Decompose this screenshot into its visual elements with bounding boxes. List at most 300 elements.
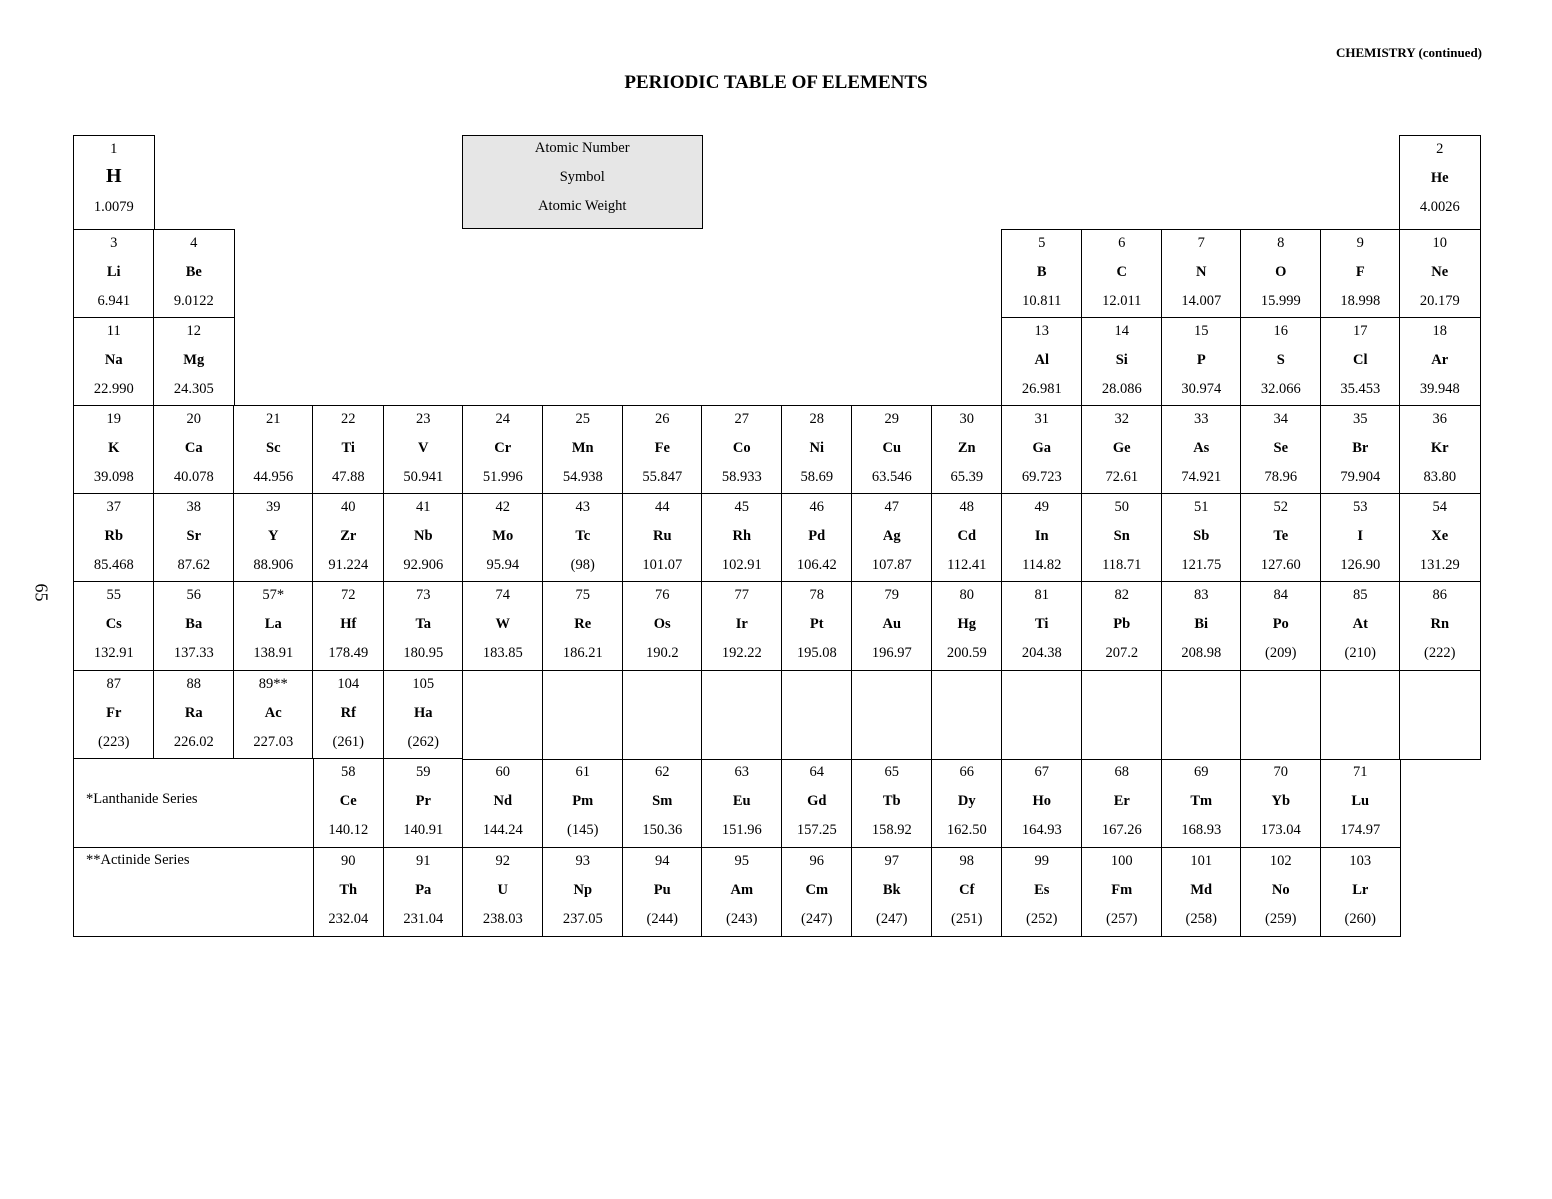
atomic-number: 98 [959,853,974,869]
atomic-number: 17 [1353,323,1368,339]
atomic-number: 92 [495,853,510,869]
atomic-weight: 164.93 [1021,822,1062,838]
atomic-weight: 6.941 [97,293,131,309]
element-cell-pa [383,847,464,937]
empty-cell [622,670,703,760]
element-symbol: Ti [341,440,355,456]
atomic-weight: 168.93 [1181,822,1222,838]
element-symbol: Li [106,264,121,280]
element-symbol: Sc [266,440,281,456]
element-cell-cs [73,581,155,672]
element-symbol: Zr [340,528,357,544]
element-cell-rh [701,493,783,583]
element-symbol: In [1034,528,1049,544]
atomic-weight: 158.92 [871,822,912,838]
atomic-weight: 150.36 [642,822,683,838]
atomic-weight: 69.723 [1021,469,1062,485]
atomic-number: 1 [110,141,118,157]
element-cell-zn [931,405,1003,495]
element-cell-rf [312,670,385,760]
element-cell-gd [781,758,853,849]
element-cell-b [1001,229,1083,319]
atomic-weight: 112.41 [947,557,987,573]
atomic-number: 7 [1197,235,1205,251]
element-symbol: Ru [652,528,672,544]
atomic-number: 84 [1273,587,1288,603]
empty-cell [1320,670,1401,760]
element-cell-cm [781,847,853,937]
element-cell-p [1161,317,1242,407]
element-cell-sm [622,758,703,849]
element-symbol: Cf [959,882,975,898]
element-symbol: H [105,165,122,187]
element-cell-u [462,847,544,937]
atomic-weight: 88.906 [253,557,294,573]
element-cell-pu [622,847,703,937]
element-symbol: Hf [340,616,357,632]
atomic-weight: (222) [1424,645,1456,661]
atomic-weight: (259) [1265,911,1297,927]
atomic-weight: (262) [407,734,439,750]
atomic-number: 20 [186,411,201,427]
element-symbol: Ce [339,793,357,809]
element-symbol: Al [1034,352,1049,368]
element-cell-ho [1001,758,1083,849]
empty-cell [931,670,1003,760]
element-symbol: Np [573,882,593,898]
atomic-weight: 35.453 [1340,381,1381,397]
atomic-number: 16 [1273,323,1288,339]
element-symbol: Cs [105,616,122,632]
element-symbol: Cr [494,440,512,456]
atomic-number: 86 [1432,587,1447,603]
atomic-number: 37 [106,499,121,515]
atomic-number: 57* [262,587,285,603]
atomic-weight: 186.21 [562,645,603,661]
atomic-weight: 167.26 [1101,822,1142,838]
page-title: PERIODIC TABLE OF ELEMENTS [624,72,928,93]
element-symbol: Bk [882,882,901,898]
atomic-number: 21 [266,411,281,427]
legend-key [462,135,703,229]
atomic-weight: 204.38 [1021,645,1062,661]
atomic-number: 39 [266,499,281,515]
element-cell-no [1240,847,1322,937]
atomic-number: 102 [1269,853,1292,869]
element-cell-be [153,229,235,319]
atomic-weight: (247) [876,911,908,927]
atomic-weight: (260) [1344,911,1376,927]
element-symbol: Es [1034,882,1050,898]
element-cell-pm [542,758,624,849]
element-symbol: Pm [572,793,594,809]
atomic-weight: 87.62 [177,557,211,573]
element-cell-mn [542,405,624,495]
element-cell-cd [931,493,1003,583]
element-cell-tc [542,493,624,583]
element-symbol: Ho [1032,793,1052,809]
element-cell-i [1320,493,1401,583]
atomic-number: 67 [1034,764,1049,780]
element-cell-as [1161,405,1242,495]
element-cell-os [622,581,703,672]
element-symbol: Yb [1271,793,1291,809]
atomic-weight: 178.49 [328,645,369,661]
legend-atomic-weight: Atomic Weight [538,198,627,214]
atomic-weight: 226.02 [173,734,214,750]
element-symbol: Pa [415,882,432,898]
page-header: CHEMISTRY (continued) [1335,45,1482,60]
element-cell-lr [1320,847,1401,937]
empty-cell [1161,670,1242,760]
atomic-weight: 51.996 [482,469,523,485]
atomic-weight: 50.941 [403,469,444,485]
atomic-weight: 106.42 [796,557,837,573]
atomic-number: 14 [1114,323,1129,339]
element-symbol: F [1355,264,1365,280]
element-cell-k [73,405,155,495]
element-cell-ru [622,493,703,583]
atomic-number: 53 [1353,499,1368,515]
element-symbol: Ag [882,528,901,544]
atomic-weight: 65.39 [950,469,984,485]
atomic-weight: 47.88 [331,469,365,485]
element-cell-he [1399,135,1481,231]
atomic-weight: (247) [801,911,833,927]
atomic-number: 64 [809,764,824,780]
element-symbol: Ra [184,705,203,721]
element-cell-tb [851,758,933,849]
element-symbol: Br [1352,440,1369,456]
element-symbol: Hg [957,616,977,632]
element-cell-co [701,405,783,495]
atomic-number: 69 [1194,764,1209,780]
atomic-number: 31 [1034,411,1049,427]
element-cell-nb [383,493,464,583]
element-symbol: Gd [807,793,827,809]
element-cell-po [1240,581,1322,672]
element-cell-md [1161,847,1242,937]
atomic-weight: 32.066 [1260,381,1301,397]
atomic-number: 104 [337,676,360,692]
atomic-number: 51 [1194,499,1209,515]
atomic-weight: 58.933 [721,469,762,485]
atomic-weight: 132.91 [93,645,134,661]
element-symbol: Sr [186,528,201,544]
element-cell-ni [781,405,853,495]
element-cell-br [1320,405,1401,495]
element-symbol: Se [1273,440,1288,456]
element-cell-mg [153,317,235,407]
atomic-weight: 151.96 [721,822,762,838]
element-cell-cu [851,405,933,495]
element-symbol: Tb [882,793,901,809]
element-symbol: Ca [184,440,203,456]
atomic-number: 75 [575,587,590,603]
element-symbol: Cm [805,882,829,898]
element-symbol: Y [268,528,279,544]
atomic-number: 90 [341,853,356,869]
atomic-weight: 114.82 [1022,557,1062,573]
element-cell-fr [73,670,155,760]
element-cell-cr [462,405,544,495]
element-symbol: Fm [1111,882,1133,898]
element-cell-la [233,581,314,672]
element-symbol: O [1275,264,1287,280]
atomic-weight: (145) [567,822,599,838]
atomic-number: 76 [655,587,670,603]
atomic-number: 9 [1356,235,1364,251]
element-cell-pr [383,758,464,849]
element-symbol: Pt [809,616,824,632]
element-symbol: Fe [654,440,670,456]
empty-cell [781,670,853,760]
element-cell-lu [1320,758,1401,849]
atomic-weight: 78.96 [1264,469,1298,485]
atomic-weight: 200.59 [946,645,987,661]
atomic-weight: 85.468 [93,557,134,573]
element-symbol: Au [882,616,902,632]
atomic-weight: 95.94 [486,557,520,573]
atomic-weight: 9.0122 [173,293,214,309]
atomic-number: 73 [416,587,431,603]
element-cell-pb [1081,581,1163,672]
element-symbol: Th [339,882,358,898]
atomic-weight: 101.07 [642,557,683,573]
atomic-number: 3 [110,235,118,251]
atomic-number: 23 [416,411,431,427]
element-symbol: Dy [957,793,976,809]
legend-symbol: Symbol [559,169,605,185]
element-symbol: Ha [413,705,433,721]
element-symbol: Ar [1431,352,1449,368]
element-cell-at [1320,581,1401,672]
element-symbol: Xe [1431,528,1449,544]
element-symbol: Mg [183,352,205,368]
atomic-weight: 237.05 [562,911,603,927]
element-cell-eu [701,758,783,849]
atomic-number: 100 [1110,853,1133,869]
element-cell-ir [701,581,783,672]
atomic-number: 46 [809,499,824,515]
element-cell-ag [851,493,933,583]
atomic-number: 36 [1432,411,1447,427]
atomic-weight: (210) [1344,645,1376,661]
atomic-number: 50 [1114,499,1129,515]
atomic-weight: 24.305 [173,381,214,397]
element-symbol: Sb [1193,528,1210,544]
atomic-weight: 207.2 [1105,645,1139,661]
atomic-weight: 127.60 [1260,557,1301,573]
atomic-number: 47 [884,499,899,515]
element-cell-sn [1081,493,1163,583]
atomic-number: 44 [655,499,670,515]
element-cell-s [1240,317,1322,407]
atomic-number: 101 [1190,853,1213,869]
atomic-number: 87 [106,676,121,692]
atomic-number: 22 [341,411,356,427]
empty-cell [1081,670,1163,760]
legend-atomic-number: Atomic Number [534,140,630,156]
atomic-number: 30 [959,411,974,427]
atomic-weight: 63.546 [871,469,912,485]
atomic-number: 8 [1277,235,1285,251]
element-symbol: Ir [735,616,748,632]
atomic-weight: 26.981 [1021,381,1062,397]
atomic-weight: 238.03 [482,911,523,927]
atomic-number: 68 [1114,764,1129,780]
element-cell-al [1001,317,1083,407]
atomic-number: 11 [106,323,121,339]
atomic-weight: 183.85 [482,645,523,661]
atomic-weight: 174.97 [1340,822,1381,838]
atomic-number: 32 [1114,411,1129,427]
element-symbol: Cl [1353,352,1368,368]
atomic-number: 56 [186,587,201,603]
element-cell-pt [781,581,853,672]
atomic-number: 85 [1353,587,1368,603]
atomic-weight: 79.904 [1340,469,1381,485]
atomic-number: 81 [1034,587,1049,603]
atomic-number: 89** [258,676,288,692]
atomic-weight: 196.97 [871,645,912,661]
element-symbol: Sm [652,793,673,809]
atomic-number: 26 [655,411,670,427]
element-symbol: Rb [104,528,124,544]
element-symbol: Ba [185,616,203,632]
atomic-number: 82 [1114,587,1129,603]
atomic-weight: (261) [332,734,364,750]
element-symbol: Cd [957,528,977,544]
element-symbol: Cu [882,440,902,456]
element-cell-ar [1399,317,1481,407]
element-symbol: Ga [1032,440,1052,456]
atomic-number: 60 [495,764,510,780]
element-cell-cl [1320,317,1401,407]
element-symbol: La [264,616,282,632]
atomic-weight: 126.90 [1340,557,1381,573]
atomic-weight: (98) [570,557,595,573]
element-symbol: Nd [493,793,513,809]
element-cell-o [1240,229,1322,319]
element-cell-sr [153,493,235,583]
atomic-number: 65 [884,764,899,780]
element-symbol: Ta [415,616,432,632]
atomic-number: 79 [884,587,899,603]
element-symbol: P [1196,352,1206,368]
atomic-number: 95 [734,853,749,869]
atomic-number: 72 [341,587,356,603]
atomic-number: 96 [809,853,824,869]
element-symbol: No [1271,882,1290,898]
element-symbol: Si [1115,352,1128,368]
element-symbol: Lu [1351,793,1370,809]
atomic-number: 66 [959,764,974,780]
empty-cell [462,670,544,760]
atomic-weight: (244) [646,911,678,927]
atomic-weight: 30.974 [1181,381,1222,397]
element-cell-hg [931,581,1003,672]
element-symbol: Kr [1430,440,1449,456]
element-cell-mo [462,493,544,583]
element-cell-ge [1081,405,1163,495]
element-cell-rb [73,493,155,583]
element-symbol: Mn [571,440,594,456]
element-cell-na [73,317,155,407]
atomic-weight: 22.990 [93,381,134,397]
element-cell-au [851,581,933,672]
empty-cell [1399,670,1481,760]
element-cell-pd [781,493,853,583]
atomic-number: 41 [416,499,431,515]
empty-cell [1240,670,1322,760]
atomic-weight: 118.71 [1102,557,1142,573]
atomic-number: 35 [1353,411,1368,427]
element-cell-si [1081,317,1163,407]
atomic-number: 93 [575,853,590,869]
element-symbol: V [418,440,429,456]
element-cell-ce [312,758,385,849]
actinide-series-label-box [73,847,314,937]
lanthanide-series-label: *Lanthanide Series [86,791,198,807]
element-cell-es [1001,847,1083,937]
element-symbol: Ge [1112,440,1131,456]
atomic-number: 58 [341,764,356,780]
atomic-weight: 44.956 [253,469,294,485]
atomic-weight: 28.086 [1101,381,1142,397]
element-symbol: Be [185,264,202,280]
element-symbol: Zn [957,440,976,456]
element-symbol: Am [730,882,754,898]
element-cell-ta [383,581,464,672]
atomic-number: 74 [495,587,510,603]
element-symbol: Pr [415,793,431,809]
atomic-weight: 40.078 [173,469,214,485]
atomic-weight: 137.33 [173,645,214,661]
element-cell-am [701,847,783,937]
element-symbol: K [108,440,120,456]
element-symbol: B [1036,264,1047,280]
atomic-number: 52 [1273,499,1288,515]
atomic-weight: 102.91 [721,557,762,573]
atomic-weight: 227.03 [253,734,294,750]
element-symbol: Re [574,616,592,632]
atomic-weight: 208.98 [1181,645,1222,661]
element-symbol: Pu [653,882,671,898]
element-symbol: Sn [1113,528,1130,544]
element-cell-li [73,229,155,319]
atomic-weight: 18.998 [1340,293,1381,309]
element-cell-kr [1399,405,1481,495]
element-symbol: Po [1272,616,1289,632]
atomic-number: 59 [416,764,431,780]
element-cell-xe [1399,493,1481,583]
element-cell-te [1240,493,1322,583]
atomic-number: 54 [1432,499,1447,515]
atomic-number: 61 [575,764,590,780]
atomic-number: 43 [575,499,590,515]
element-cell-n [1161,229,1242,319]
atomic-weight: 92.906 [403,557,444,573]
element-cell-c [1081,229,1163,319]
atomic-number: 28 [809,411,824,427]
element-cell-ti [312,405,385,495]
atomic-weight: (251) [951,911,983,927]
element-cell-th [312,847,385,937]
atomic-number: 42 [495,499,510,515]
atomic-weight: 140.91 [403,822,444,838]
atomic-weight: 121.75 [1181,557,1222,573]
